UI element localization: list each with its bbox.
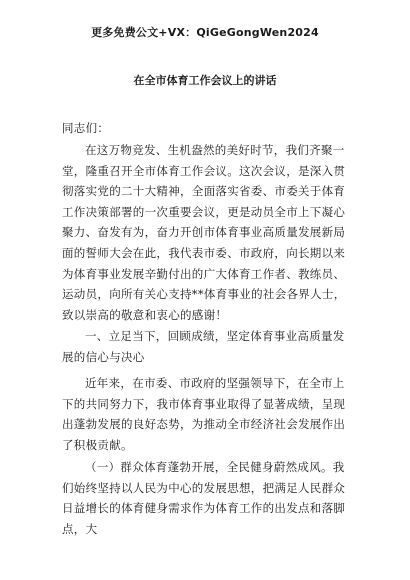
document-title: 在全市体育工作会议上的讲话 — [133, 74, 277, 87]
salutation: 同志们： — [62, 121, 110, 135]
header-banner: 更多免费公文+VX：QiGeGongWen2024 — [91, 26, 319, 39]
section-heading-1: 一、立足当下，回顾成绩，坚定体育事业高质量发展的信心与决心 — [62, 329, 345, 364]
paragraph-achievements: 近年来，在市委、市政府的坚强领导下，在全市上下的共同努力下，我市体育事业取得了显著成绩，呈现出蓬勃发展的良好态势，为推动全市经济社会发展作出了积极贡献。 — [62, 376, 346, 452]
paragraph-opening: 在这万物竞发、生机盎然的美好时节，我们齐聚一堂，隆重召开全市体育工作会议。这次会议，是深入贯彻落实党的二十大精神，全面落实省委、市委关于体育工作决策部署的一次重要会议，更是动员全市上下凝心聚力、奋发有为，奋力开创市体育事业高质量发展新局面的誓师大会在此，我代表市委、市政府，向长期以来为体育事业发展辛勤付出的广大体育工作者、教练员、运动员，向所有关心支持**体育事业的社会各界人士，致以崇高的敬意和衷心的感谢！ — [62, 143, 346, 322]
paragraph-mass-sports: （一）群众体育蓬勃开展，全民健身蔚然成风。我们始终坚持以人民为中心的发展思想，把满足人民群众日益增长的体育健身需求作为体育工作的出发点和落脚点，大 — [62, 460, 346, 536]
